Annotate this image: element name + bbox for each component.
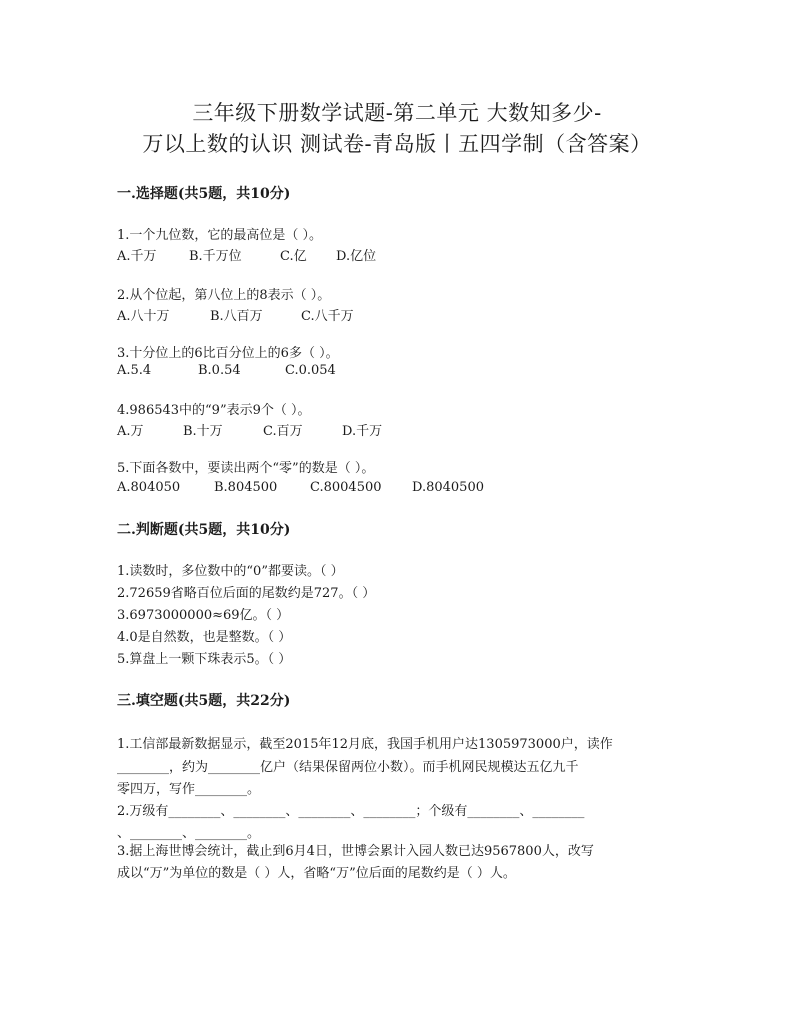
question-stem: 5.下面各数中，要读出两个“零”的数是（ ）。	[117, 461, 375, 476]
option-a: A.八十万	[117, 309, 170, 324]
question-stem: 3.十分位上的6比百分位上的6多（ ）。	[117, 346, 339, 361]
true-false-item: 2.72659省略百位后面的尾数约是727。（ ）	[117, 586, 376, 601]
option-c: C.0.054	[285, 363, 336, 378]
page-title-line-1: 三年级下册数学试题-第二单元 大数知多少-	[192, 101, 602, 125]
option-b: B.八百万	[210, 309, 263, 324]
option-d: D.8040500	[412, 480, 484, 495]
true-false-item: 5.算盘上一颗下珠表示5。（ ）	[117, 652, 292, 667]
true-false-item: 1.读数时，多位数中的“0”都要读。（ ）	[117, 564, 344, 579]
question-stem: 4.986543中的“9”表示9个（ ）。	[117, 403, 311, 418]
fill-blank-line: 成以“万”为单位的数是（ ）人，省略“万”位后面的尾数约是（ ）人。	[117, 866, 516, 881]
option-a: A.5.4	[117, 363, 152, 378]
fill-blank-line: 、________、________。	[117, 826, 261, 841]
option-a: A.804050	[117, 480, 181, 495]
page-title-line-2: 万以上数的认识 测试卷-青岛版丨五四学制（含答案）	[142, 132, 652, 156]
option-d: D.亿位	[336, 249, 377, 264]
option-b: B.0.54	[198, 363, 241, 378]
fill-blank-line: 3.据上海世博会统计，截止到6月4日，世博会累计入园人数已达9567800人，改写	[117, 844, 594, 859]
question-stem: 2.从个位起，第八位上的8表示（ ）。	[117, 288, 331, 303]
true-false-item: 3.6973000000≈69亿。（ ）	[117, 608, 290, 623]
option-a: A.万	[117, 424, 144, 439]
question-stem: 1.一个九位数，它的最高位是（ ）。	[117, 228, 323, 243]
option-c: C.八千万	[301, 309, 354, 324]
section-heading-fill-blank: 三.填空题(共5题，共22分)	[117, 693, 291, 709]
fill-blank-line: ________，约为________亿户（结果保留两位小数）。而手机网民规模达五亿九千	[117, 760, 579, 775]
fill-blank-line: 2.万级有________、________、________、________；个级有________、________	[117, 804, 585, 819]
section-heading-choice: 一.选择题(共5题，共10分)	[117, 186, 291, 202]
option-b: B.804500	[214, 480, 278, 495]
option-d: D.千万	[342, 424, 383, 439]
option-c: C.百万	[263, 424, 303, 439]
option-a: A.千万	[117, 249, 157, 264]
section-heading-true-false: 二.判断题(共5题，共10分)	[117, 522, 291, 538]
fill-blank-line: 1.工信部最新数据显示，截至2015年12月底，我国手机用户达1305973000户，读作	[117, 737, 613, 752]
option-c: C.亿	[280, 249, 307, 264]
true-false-item: 4.0是自然数，也是整数。（ ）	[117, 630, 292, 645]
fill-blank-line: 零四万，写作________。	[117, 782, 261, 797]
option-b: B.千万位	[189, 249, 242, 264]
option-b: B.十万	[183, 424, 223, 439]
option-c: C.8004500	[310, 480, 382, 495]
